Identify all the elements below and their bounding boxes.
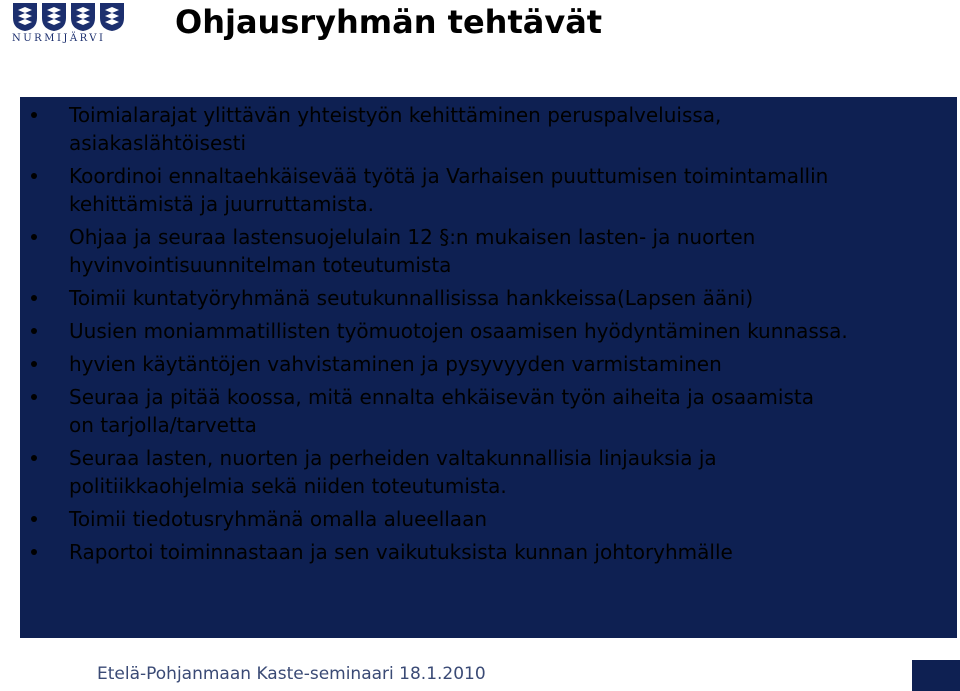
- bullet-text: [69, 505, 929, 533]
- bullet-dot-icon: [31, 295, 37, 301]
- bullet-item: [0, 444, 960, 500]
- bullet-dot-icon: [31, 516, 37, 522]
- bullet-line: Uusien moniammatillisten työmuotojen osaamisen hyödyntäminen kunnassa.: [69, 319, 848, 343]
- bullet-item: [0, 505, 960, 533]
- footer-text: Etelä-Pohjanmaan Kaste-seminaari 18.1.2010: [97, 664, 486, 684]
- bullet-line: Ohjaa ja seuraa lastensuojelulain 12 §:n mukaisen lasten- ja nuorten: [69, 225, 756, 249]
- bullet-dot-icon: [31, 361, 37, 367]
- bullet-item: [0, 538, 960, 566]
- bullet-text: [69, 162, 929, 218]
- bullet-line: Raportoi toiminnastaan ja sen vaikutuksista kunnan johtoryhmälle: [69, 540, 733, 564]
- coat-of-arms-icon: [12, 2, 125, 32]
- shield-icon: [99, 2, 125, 32]
- footer-bar: [912, 660, 960, 691]
- bullet-text: [69, 538, 929, 566]
- bullet-line: Seuraa ja pitää koossa, mitä ennalta ehkäisevän työn aiheita ja osaamista: [69, 385, 814, 409]
- bullet-item: [0, 383, 960, 439]
- bullet-line: Toimii tiedotusryhmänä omalla alueellaan: [69, 507, 487, 531]
- bullet-text: [69, 317, 929, 345]
- bullet-text: [69, 284, 929, 312]
- bullet-text: [69, 444, 929, 500]
- shield-icon: [41, 2, 67, 32]
- bullet-text: [69, 223, 929, 279]
- shield-icon: [70, 2, 96, 32]
- logo-caption: NURMIJÄRVI: [12, 33, 106, 44]
- bullet-item: [0, 284, 960, 312]
- bullet-text: [69, 383, 929, 439]
- bullet-line: hyvien käytäntöjen vahvistaminen ja pysyvyyden varmistaminen: [69, 352, 722, 376]
- bullet-line: Seuraa lasten, nuorten ja perheiden valtakunnallisia linjauksia ja: [69, 446, 717, 470]
- shield-icon: [12, 2, 38, 32]
- bullet-dot-icon: [31, 173, 37, 179]
- bullet-line: on tarjolla/tarvetta: [69, 413, 257, 437]
- bullet-list: [0, 101, 960, 571]
- bullet-dot-icon: [31, 328, 37, 334]
- bullet-dot-icon: [31, 234, 37, 240]
- bullet-line: Toimii kuntatyöryhmänä seutukunnallisissa hankkeissa(Lapsen ääni): [69, 286, 754, 310]
- bullet-line: Toimialarajat ylittävän yhteistyön kehittäminen peruspalveluissa,: [69, 103, 722, 127]
- bullet-text: [69, 101, 929, 157]
- bullet-item: [0, 350, 960, 378]
- slide-title: Ohjausryhmän tehtävät: [175, 3, 603, 41]
- bullet-text: [69, 350, 929, 378]
- bullet-item: [0, 101, 960, 157]
- bullet-line: hyvinvointisuunnitelman toteutumista: [69, 253, 452, 277]
- bullet-item: [0, 317, 960, 345]
- bullet-line: kehittämistä ja juurruttamista.: [69, 192, 374, 216]
- bullet-dot-icon: [31, 455, 37, 461]
- bullet-line: asiakaslähtöisesti: [69, 131, 247, 155]
- bullet-item: [0, 162, 960, 218]
- bullet-line: politiikkaohjelmia sekä niiden toteutumista.: [69, 474, 507, 498]
- bullet-dot-icon: [31, 112, 37, 118]
- bullet-dot-icon: [31, 394, 37, 400]
- bullet-line: Koordinoi ennaltaehkäisevää työtä ja Varhaisen puuttumisen toimintamallin: [69, 164, 829, 188]
- nurmijarvi-logo: [0, 0, 130, 52]
- bullet-dot-icon: [31, 549, 37, 555]
- bullet-item: [0, 223, 960, 279]
